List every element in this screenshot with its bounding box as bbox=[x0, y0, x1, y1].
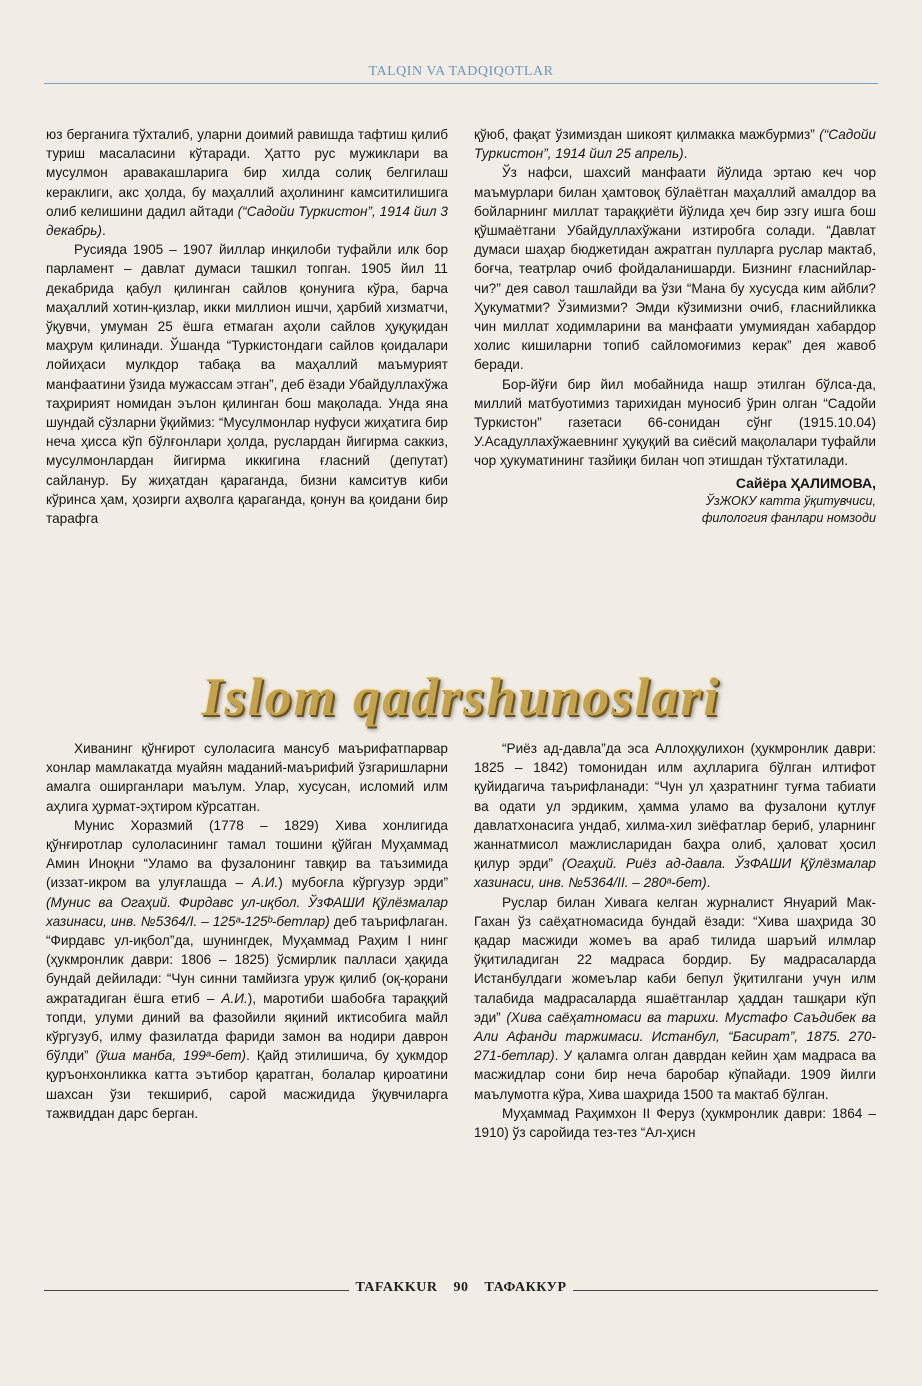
paragraph-text: деб таърифлаган. “Фирдавс ул-иқбол”да, шунингдек, Муҳаммад Раҳим I нинг (ҳукмронлик даври: 1806 – 1825) ўсмирлик палласи ҳақида бундай дейилади: “Чун синни тамйизга уруж қилиб (оқ-қорани ажратадиган ёшга етиб – bbox=[46, 913, 449, 1006]
paragraph bbox=[474, 125, 876, 163]
paragraph-text: қўюб, фақат ўзимиздан шикоят қилмакка мажбурмиз” bbox=[474, 127, 820, 142]
page-number: 90 bbox=[453, 1280, 469, 1295]
paragraph: Бор-йўғи бир йил мобайнида нашр этилган бўлса-да, миллий матбуотимиз тарихидан муносиб ўрин олган “Садойи Туркистон” газетаси 66-сонидан сўнг (1915.10.04) У.Асадуллахўжаевнинг ҳуқуқий ва сиёсий мақолалари туфайли чор ҳукуматининг тазйиқи билан чоп этишдан тўхтатилади. bbox=[474, 376, 876, 469]
citation: (Хива саёҳатномаси ва тарихи. Мустафо Саъдибек ва Али Афанди таржимаси. Истанбул, “Басират”, 1875. 270-271-бетлар) bbox=[474, 1009, 876, 1064]
author-block bbox=[474, 473, 876, 527]
article1-column-left bbox=[46, 125, 448, 528]
paragraph bbox=[46, 125, 448, 240]
article2-column-left bbox=[46, 739, 448, 1123]
paragraph-tail: . bbox=[101, 223, 106, 239]
paragraph bbox=[46, 816, 448, 1123]
paragraph-text: Мунис Хоразмий (1778 – 1829) Хива хонлигида қўнғиротлар сулоласининг тамал тошини қўйган Муҳаммад Амин Иноқни “Уламо ва фузалонинг тавқир ва таъзимида (иззат-икром ва улуғлашда – bbox=[46, 817, 448, 891]
paragraph-text: . Қайд этилишича, бу ҳукмдор қуръонхонликка катта эътибор қаратган, болалар қироатини шахсан ўзи текшириб, сарой масжидида ўқувчиларга тажвиддан дарс берган. bbox=[46, 1048, 448, 1121]
paragraph: Муҳаммад Раҳимхон II Феруз (ҳукмронлик даври: 1864 – 1910) ўз саройида тез-тез “Ал-ҳисн bbox=[474, 1105, 876, 1141]
paragraph: Русияда 1905 – 1907 йиллар инқилоби туфайли илк бор парламент – давлат думаси ташкил топган. 1905 йил 11 декабрида қабул қилинган сайлов қонунига кўра, барча маҳаллий хотин-қизлар, икки миллион ишчи, ҳарбий хизматчи, ўқувчи, умуман 25 ёшга етмаган аҳоли сайлов ҳуқуқидан маҳрум қилинади. Ўшанда “Туркистондаги сайлов қоидалари лойиҳаси мулкдор табақа ва маҳаллий маъмурият манфаатини ўзида мужассам этган”, деб ёзади Убайдуллахўжа таҳририят номидан эълон қилинган бош мақолада. Унда яна шундай сўзларни ўқиймиз: “Мусулмонлар нуфуси жиҳатига бир неча ҳисса кўп бўлғонлари ҳолда, руслардан йигирма саккиз, мусулмонлардан йигирма иккигина ғласний (депутат) сайланур. Бу жиҳатдан қараганда, бизни камситув киби кўринса ҳам, ҳозирги аҳволга қараганда, қонун ва қоидани бир тарафга bbox=[46, 242, 448, 527]
citation: А.И. bbox=[251, 875, 279, 891]
paragraph-text: Руслар билан Хивага келган журналист Януарий Мак-Гахан ўз саёҳатномасида бундай ёзади: “Хива шаҳрида 30 қадар масжиди жомеъ ва араб тилида шаръий илмлар ўқитиладиган 22 мадраса бордир. Бу мадрасаларда Истанбулдаги жомеълар каби бепул ўқитилгани учун илм талабида мадрасаларда яшаётганлар ҳаддан ташқари кўп эди” bbox=[474, 894, 876, 1025]
article1-column-right bbox=[474, 125, 876, 527]
citation: (Огаҳий. Риёз ад-давла. ЎзФАШИ Қўлёзмалар хазинаси, инв. №5364/II. – 280ᵃ-бет) bbox=[474, 856, 876, 891]
section-title: TALQIN VA TADQIQOTLAR bbox=[368, 64, 554, 79]
article2-column-right bbox=[474, 739, 876, 1142]
citation: (Мунис ва Огаҳий. Фирдавс ул-иқбол. ЎзФАШИ Қўлёзмалар хазинаси, инв. №5364/I. – 125ᵃ-125ᵇ-бетлар) bbox=[46, 894, 448, 929]
paragraph bbox=[474, 893, 876, 1104]
page-footer bbox=[44, 1280, 878, 1300]
paragraph bbox=[474, 739, 876, 893]
paragraph-tail: . bbox=[706, 875, 711, 891]
article-title-banner bbox=[0, 666, 922, 736]
paragraph: Ўз нафси, шахсий манфаати йўлида эртаю кеч чор маъмурлари билан ҳамтовоқ бўлаётган маҳаллий амалдор ва бойларнинг миллат тараққиёти йўлида ҳеч бир эзгу ишга бош қўшмаётгани Убайдуллахўжани изтиробга солади. “Давлат думаси шаҳар бюджетидан ажратган пулларга руслар мактаб, боғча, театрлар очиб фойдаланишарди. Бизнинг ғласнийлар-чи?” дея савол ташлайди ва ўзи “Мана бу хусусда ким айбли? Ҳукуматми? Ўзимизми? Эмди кўзимизни очиб, ғласнийликка чин миллат ходимларини ва манфаати умумиядан хабардор холис кишиларни топиб сайломоғимиз керак” дея жавоб беради. bbox=[474, 165, 876, 373]
paragraph-tail: . bbox=[683, 146, 688, 162]
author-role: ЎзЖОКУ катта ўқитувчиси, bbox=[705, 493, 876, 508]
paragraph: Хиванинг қўнғирот сулоласига мансуб маърифатпарвар хонлар мамлакатда муайян маданий-маърифий ўзгаришларни амалга оширганлари маълум. Улар, хусусан, исломий илм аҳлига ҳурмат-эҳтиром кўрсатган. bbox=[46, 741, 448, 814]
paragraph-text: юз берганига тўхталиб, уларни доимий равишда тафтиш қилиб туриш масаласини кўтаради. Ҳатто рус мужиклари ва мусулмон аравакашларига бир хилда солиқ белгилаш кераклиги, акс ҳолда, бу маҳаллий аҳолининг камситилишига олиб келишини дадил айтади bbox=[46, 127, 448, 219]
paragraph-text: ) мубоғла кўргузур эрди” bbox=[278, 875, 449, 891]
paragraph-text: ), маротиби шабобға тараққий топди, улуми диний ва фазойили яқиний иктисобига майл кўргузуб, илму фазилатда фариди замон ва нодири даврон бўлди” bbox=[46, 990, 449, 1064]
footer-magazine-latin: TAFAKKUR bbox=[355, 1280, 438, 1295]
paragraph-text: “Риёз ад-давла”да эса Аллоҳқулихон (ҳукмронлик даври: 1825 – 1842) томонидан илм аҳлларига бўлган илтифот қуйидагича таърифланади: “Чун ул ҳазратнинг туғма табиати ва одати ул эрдиким, ҳамма уламо ва фузалони қутлуғ давлатхонасига ундаб, хилма-хил зиёфатлар бериб, уларнинг жаннатмисол мажлисларидан баҳра олиб, ҳаловат ҳосил қилур эрди” bbox=[474, 741, 876, 872]
article-title: Islom qadrshunoslari bbox=[201, 667, 721, 727]
footer-magazine-cyrillic: ТАФАККУР bbox=[484, 1280, 567, 1295]
citation: А.И. bbox=[221, 990, 248, 1006]
citation: (“Садойи Туркистон”, 1914 йил 25 апрель) bbox=[474, 127, 876, 162]
paragraph-tail: . У қаламга олган даврдан кейин ҳам мадраса ва масжидлар сони бир неча баробар кўпайади. 1909 йилги маълумотга кўра, Хива шаҳрида 1500 та мактаб бўлган. bbox=[474, 1048, 876, 1102]
citation: (“Садойи Туркистон”, 1914 йил 3 декабрь) bbox=[46, 203, 448, 239]
citation: (ўша манба, 199ᵃ-бет) bbox=[95, 1048, 247, 1064]
footer-text bbox=[44, 1280, 878, 1296]
author-degree: филология фанлари номзоди bbox=[701, 510, 876, 525]
author-name: Сайёра ҲАЛИМОВА, bbox=[735, 474, 876, 491]
running-header bbox=[44, 62, 878, 84]
